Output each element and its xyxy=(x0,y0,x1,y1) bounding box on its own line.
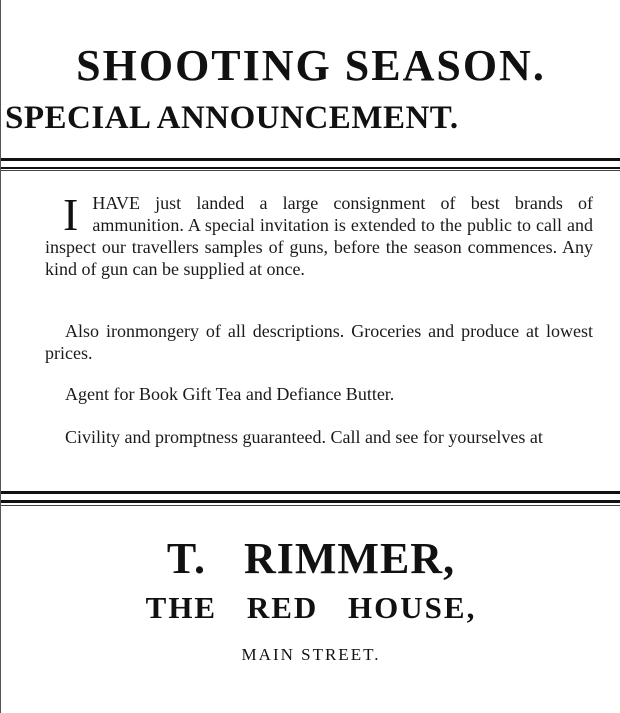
headline-subtitle: SPECIAL ANNOUNCEMENT. xyxy=(5,100,459,136)
divider-top-thick xyxy=(1,158,620,161)
divider-bottom-thick xyxy=(1,491,620,494)
drop-cap: I xyxy=(63,189,79,240)
divider-top-double xyxy=(1,167,620,169)
paragraph-ironmongery: Also ironmongery of all descriptions. Groceries and produce at lowest prices. xyxy=(45,321,593,363)
headline-title: SHOOTING SEASON. xyxy=(76,41,546,90)
shop-street: MAIN STREET. xyxy=(241,645,381,664)
paragraph-civility: Civility and promptness guaranteed. Call and see for yourselves at xyxy=(65,427,543,447)
divider-bottom-thin xyxy=(1,505,620,506)
merchant-name: T. RIMMER, xyxy=(166,534,456,583)
paragraph-agent: Agent for Book Gift Tea and Defiance Butter. xyxy=(65,384,395,404)
paragraph-ammunition xyxy=(45,189,593,280)
divider-top-thin xyxy=(1,170,620,171)
divider-bottom-double xyxy=(1,500,620,503)
shop-name: THE RED HOUSE, xyxy=(145,590,477,625)
paragraph-ammunition-text: HAVE just landed a large consignment of best brands of ammunition. A special invitation is extended to the public to call and inspect our travellers samples of guns, before the season commences. Any kind of gun can be supplied at once. xyxy=(45,193,593,279)
